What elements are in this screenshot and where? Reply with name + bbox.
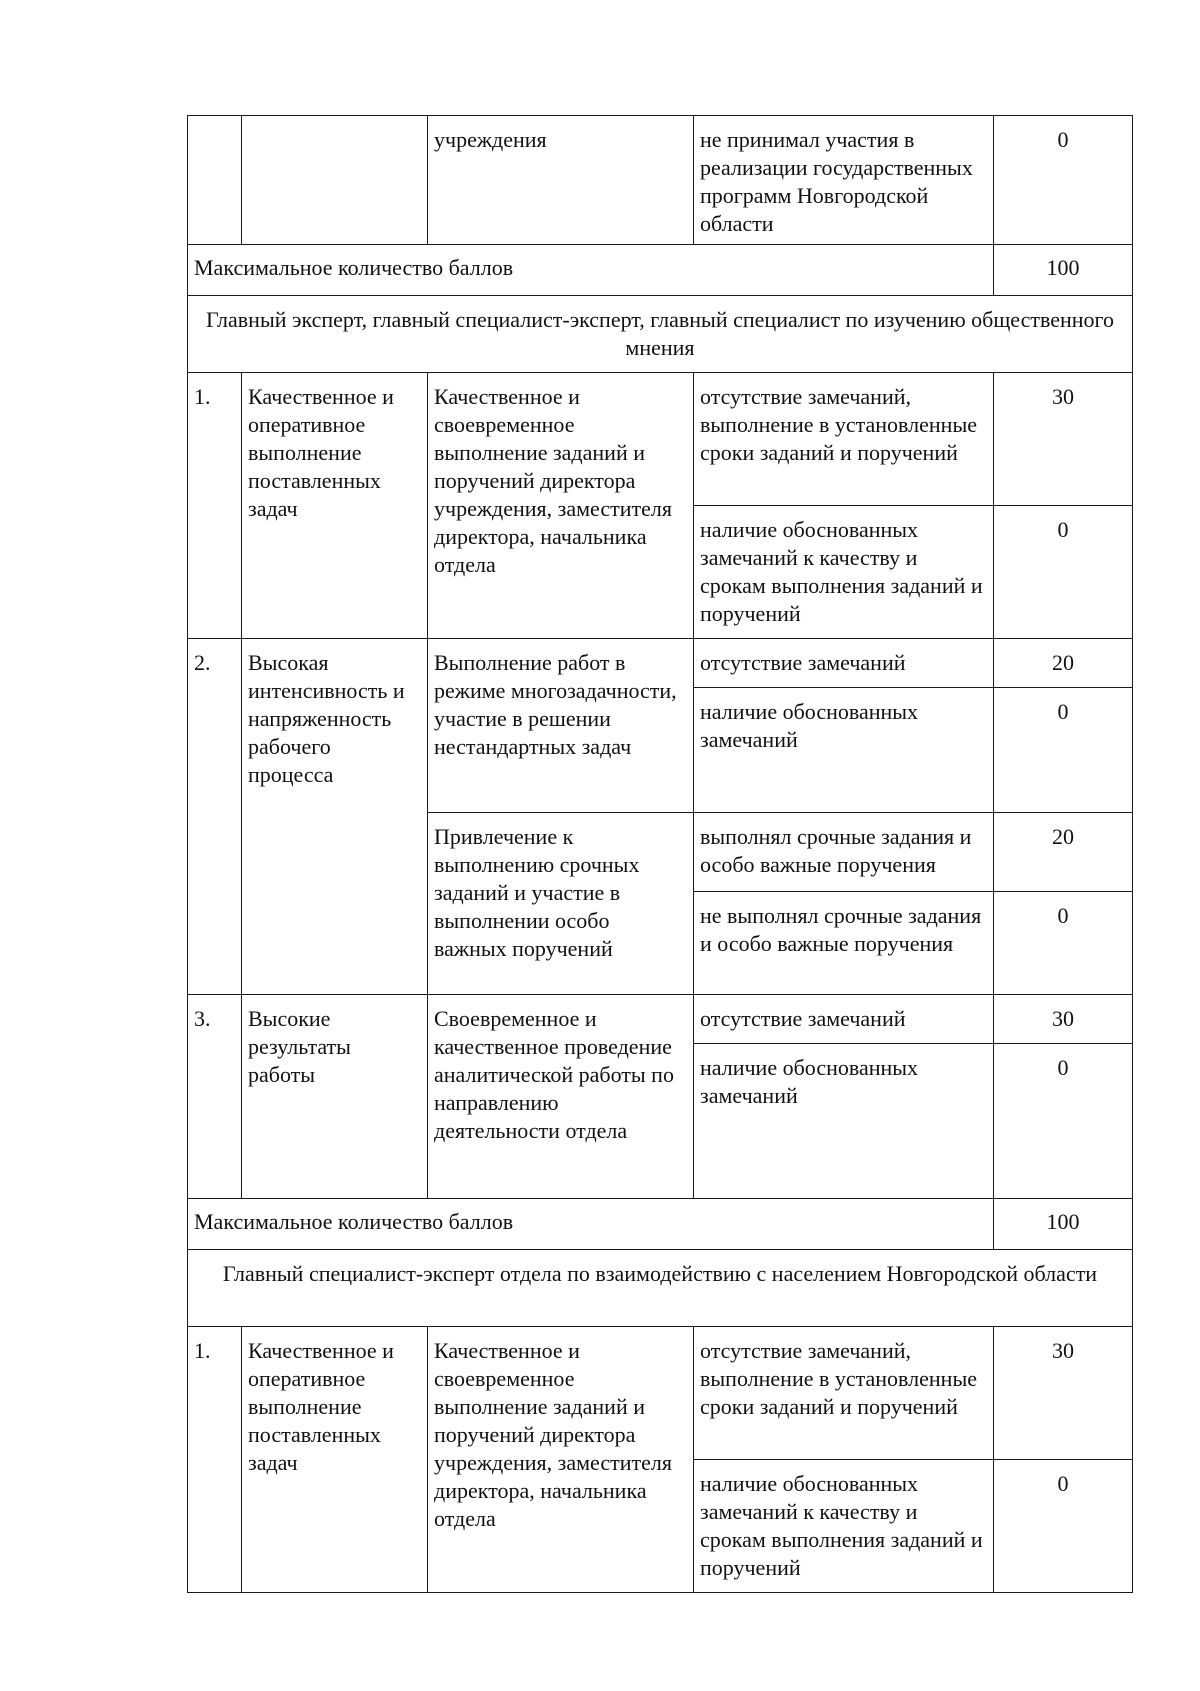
section-title: Главный специалист-эксперт отдела по взаимодействию с населением Новгородской области [188, 1250, 1133, 1327]
max-score-label: Максимальное количество баллов [188, 245, 994, 296]
table-row [188, 1327, 1133, 1460]
cell-condition: наличие обоснованных замечаний к качеству и срокам выполнения заданий и поручений [694, 1460, 994, 1593]
cell-criterion: Привлечение к выполнению срочных заданий и участие в выполнении особо важных поручений [428, 813, 694, 995]
cell-condition: выполнял срочные задания и особо важные поручения [694, 813, 994, 892]
cell-score: 0 [994, 688, 1133, 813]
cell-condition: отсутствие замечаний [694, 995, 994, 1044]
max-score-value: 100 [994, 1199, 1133, 1250]
cell-num [188, 116, 242, 245]
cell-score: 0 [994, 1460, 1133, 1593]
cell-score: 0 [994, 1044, 1133, 1199]
table-row-max [188, 1199, 1133, 1250]
max-score-value: 100 [994, 245, 1133, 296]
cell-num: 1. [188, 1327, 242, 1593]
cell-num: 3. [188, 995, 242, 1199]
cell-condition: отсутствие замечаний, выполнение в установленные сроки заданий и поручений [694, 373, 994, 506]
cell-num: 1. [188, 373, 242, 639]
section-header-row [188, 1250, 1133, 1327]
scoring-table [187, 115, 1133, 1593]
cell-condition: отсутствие замечаний [694, 639, 994, 688]
cell-criterion: Выполнение работ в режиме многозадачности, участие в решении нестандартных задач [428, 639, 694, 813]
cell-score: 0 [994, 892, 1133, 995]
table-row [188, 995, 1133, 1044]
cell-indicator: Качественное и оперативное выполнение поставленных задач [242, 373, 428, 639]
max-score-label: Максимальное количество баллов [188, 1199, 994, 1250]
cell-criterion: Своевременное и качественное проведение аналитической работы по направлению деятельности отдела [428, 995, 694, 1199]
cell-condition: наличие обоснованных замечаний [694, 1044, 994, 1199]
cell-score: 30 [994, 373, 1133, 506]
table-row-max [188, 245, 1133, 296]
cell-score: 20 [994, 639, 1133, 688]
cell-score: 0 [994, 506, 1133, 639]
section-title: Главный эксперт, главный специалист-эксперт, главный специалист по изучению общественного мнения [188, 296, 1133, 373]
cell-indicator: Высокие результаты работы [242, 995, 428, 1199]
cell-condition: наличие обоснованных замечаний [694, 688, 994, 813]
cell-num: 2. [188, 639, 242, 995]
table-row [188, 373, 1133, 506]
cell-score: 30 [994, 995, 1133, 1044]
cell-condition: не принимал участия в реализации государственных программ Новгородской области [694, 116, 994, 245]
cell-condition: не выполнял срочные задания и особо важные поручения [694, 892, 994, 995]
cell-score: 20 [994, 813, 1133, 892]
table-row [188, 639, 1133, 688]
section-header-row [188, 296, 1133, 373]
cell-score: 0 [994, 116, 1133, 245]
cell-indicator [242, 116, 428, 245]
cell-indicator: Качественное и оперативное выполнение поставленных задач [242, 1327, 428, 1593]
cell-criterion: учреждения [428, 116, 694, 245]
cell-score: 30 [994, 1327, 1133, 1460]
table-row [188, 116, 1133, 245]
cell-indicator: Высокая интенсивность и напряженность рабочего процесса [242, 639, 428, 995]
cell-criterion: Качественное и своевременное выполнение заданий и поручений директора учреждения, заместителя директора, начальника отдела [428, 1327, 694, 1593]
cell-condition: наличие обоснованных замечаний к качеству и срокам выполнения заданий и поручений [694, 506, 994, 639]
cell-condition: отсутствие замечаний, выполнение в установленные сроки заданий и поручений [694, 1327, 994, 1460]
cell-criterion: Качественное и своевременное выполнение заданий и поручений директора учреждения, заместителя директора, начальника отдела [428, 373, 694, 639]
